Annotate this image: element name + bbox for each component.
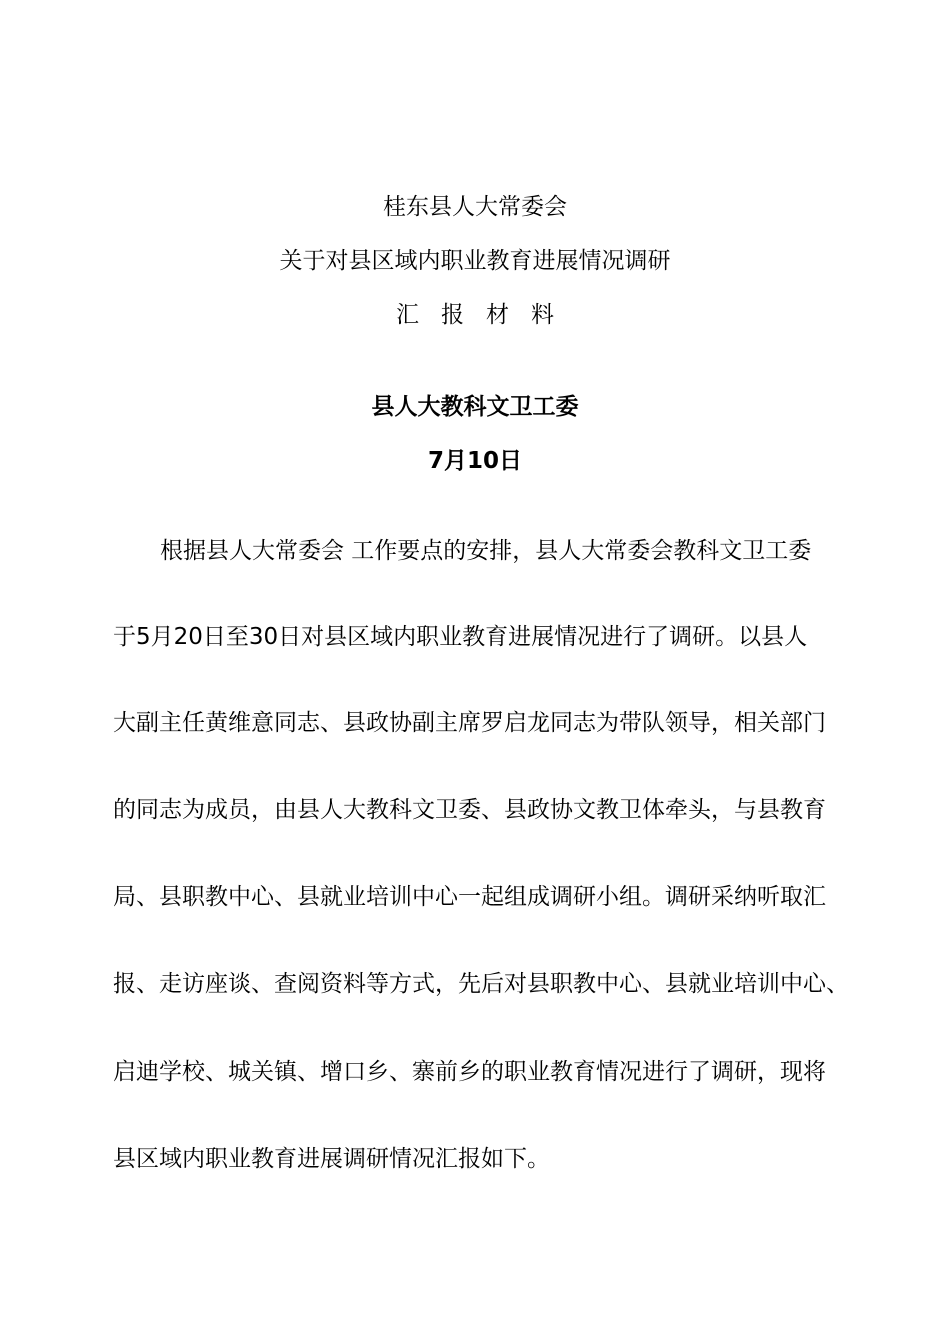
body-paragraph-line: 于5月20日至30日对县区域内职业教育进展情况进行了调研。以县人 xyxy=(113,624,808,650)
title-char: 汇 xyxy=(396,302,419,328)
title-document-type xyxy=(0,300,950,330)
issuing-department: 县人大教科文卫工委 xyxy=(371,394,579,420)
body-paragraph-line: 报、走访座谈、查阅资料等方式，先后对县职教中心、县就业培训中心、 xyxy=(113,971,849,997)
body-paragraph-line: 大副主任黄维意同志、县政协副主席罗启龙同志为带队领导，相关部门 xyxy=(113,710,826,736)
title-char: 料 xyxy=(531,302,554,328)
body-paragraph-line: 启迪学校、城关镇、增口乡、寨前乡的职业教育情况进行了调研，现将 xyxy=(113,1059,826,1085)
body-paragraph-line: 根据县人大常委会 工作要点的安排，县人大常委会教科文卫工委 xyxy=(160,538,812,564)
title-char: 材 xyxy=(486,302,509,328)
issue-date: 7月10日 xyxy=(427,448,522,474)
title-char: 报 xyxy=(441,302,464,328)
body-paragraph-line: 的同志为成员，由县人大教科文卫委、县政协文教卫体牵头，与县教育 xyxy=(113,797,826,823)
body-paragraph-line: 局、县职教中心、县就业培训中心一起组成调研小组。调研采纳听取汇 xyxy=(113,884,826,910)
body-paragraph-line: 县区域内职业教育进展调研情况汇报如下。 xyxy=(113,1146,550,1172)
title-organization: 桂东县人大常委会 xyxy=(383,194,567,220)
title-subject: 关于对县区域内职业教育进展情况调研 xyxy=(279,248,671,274)
